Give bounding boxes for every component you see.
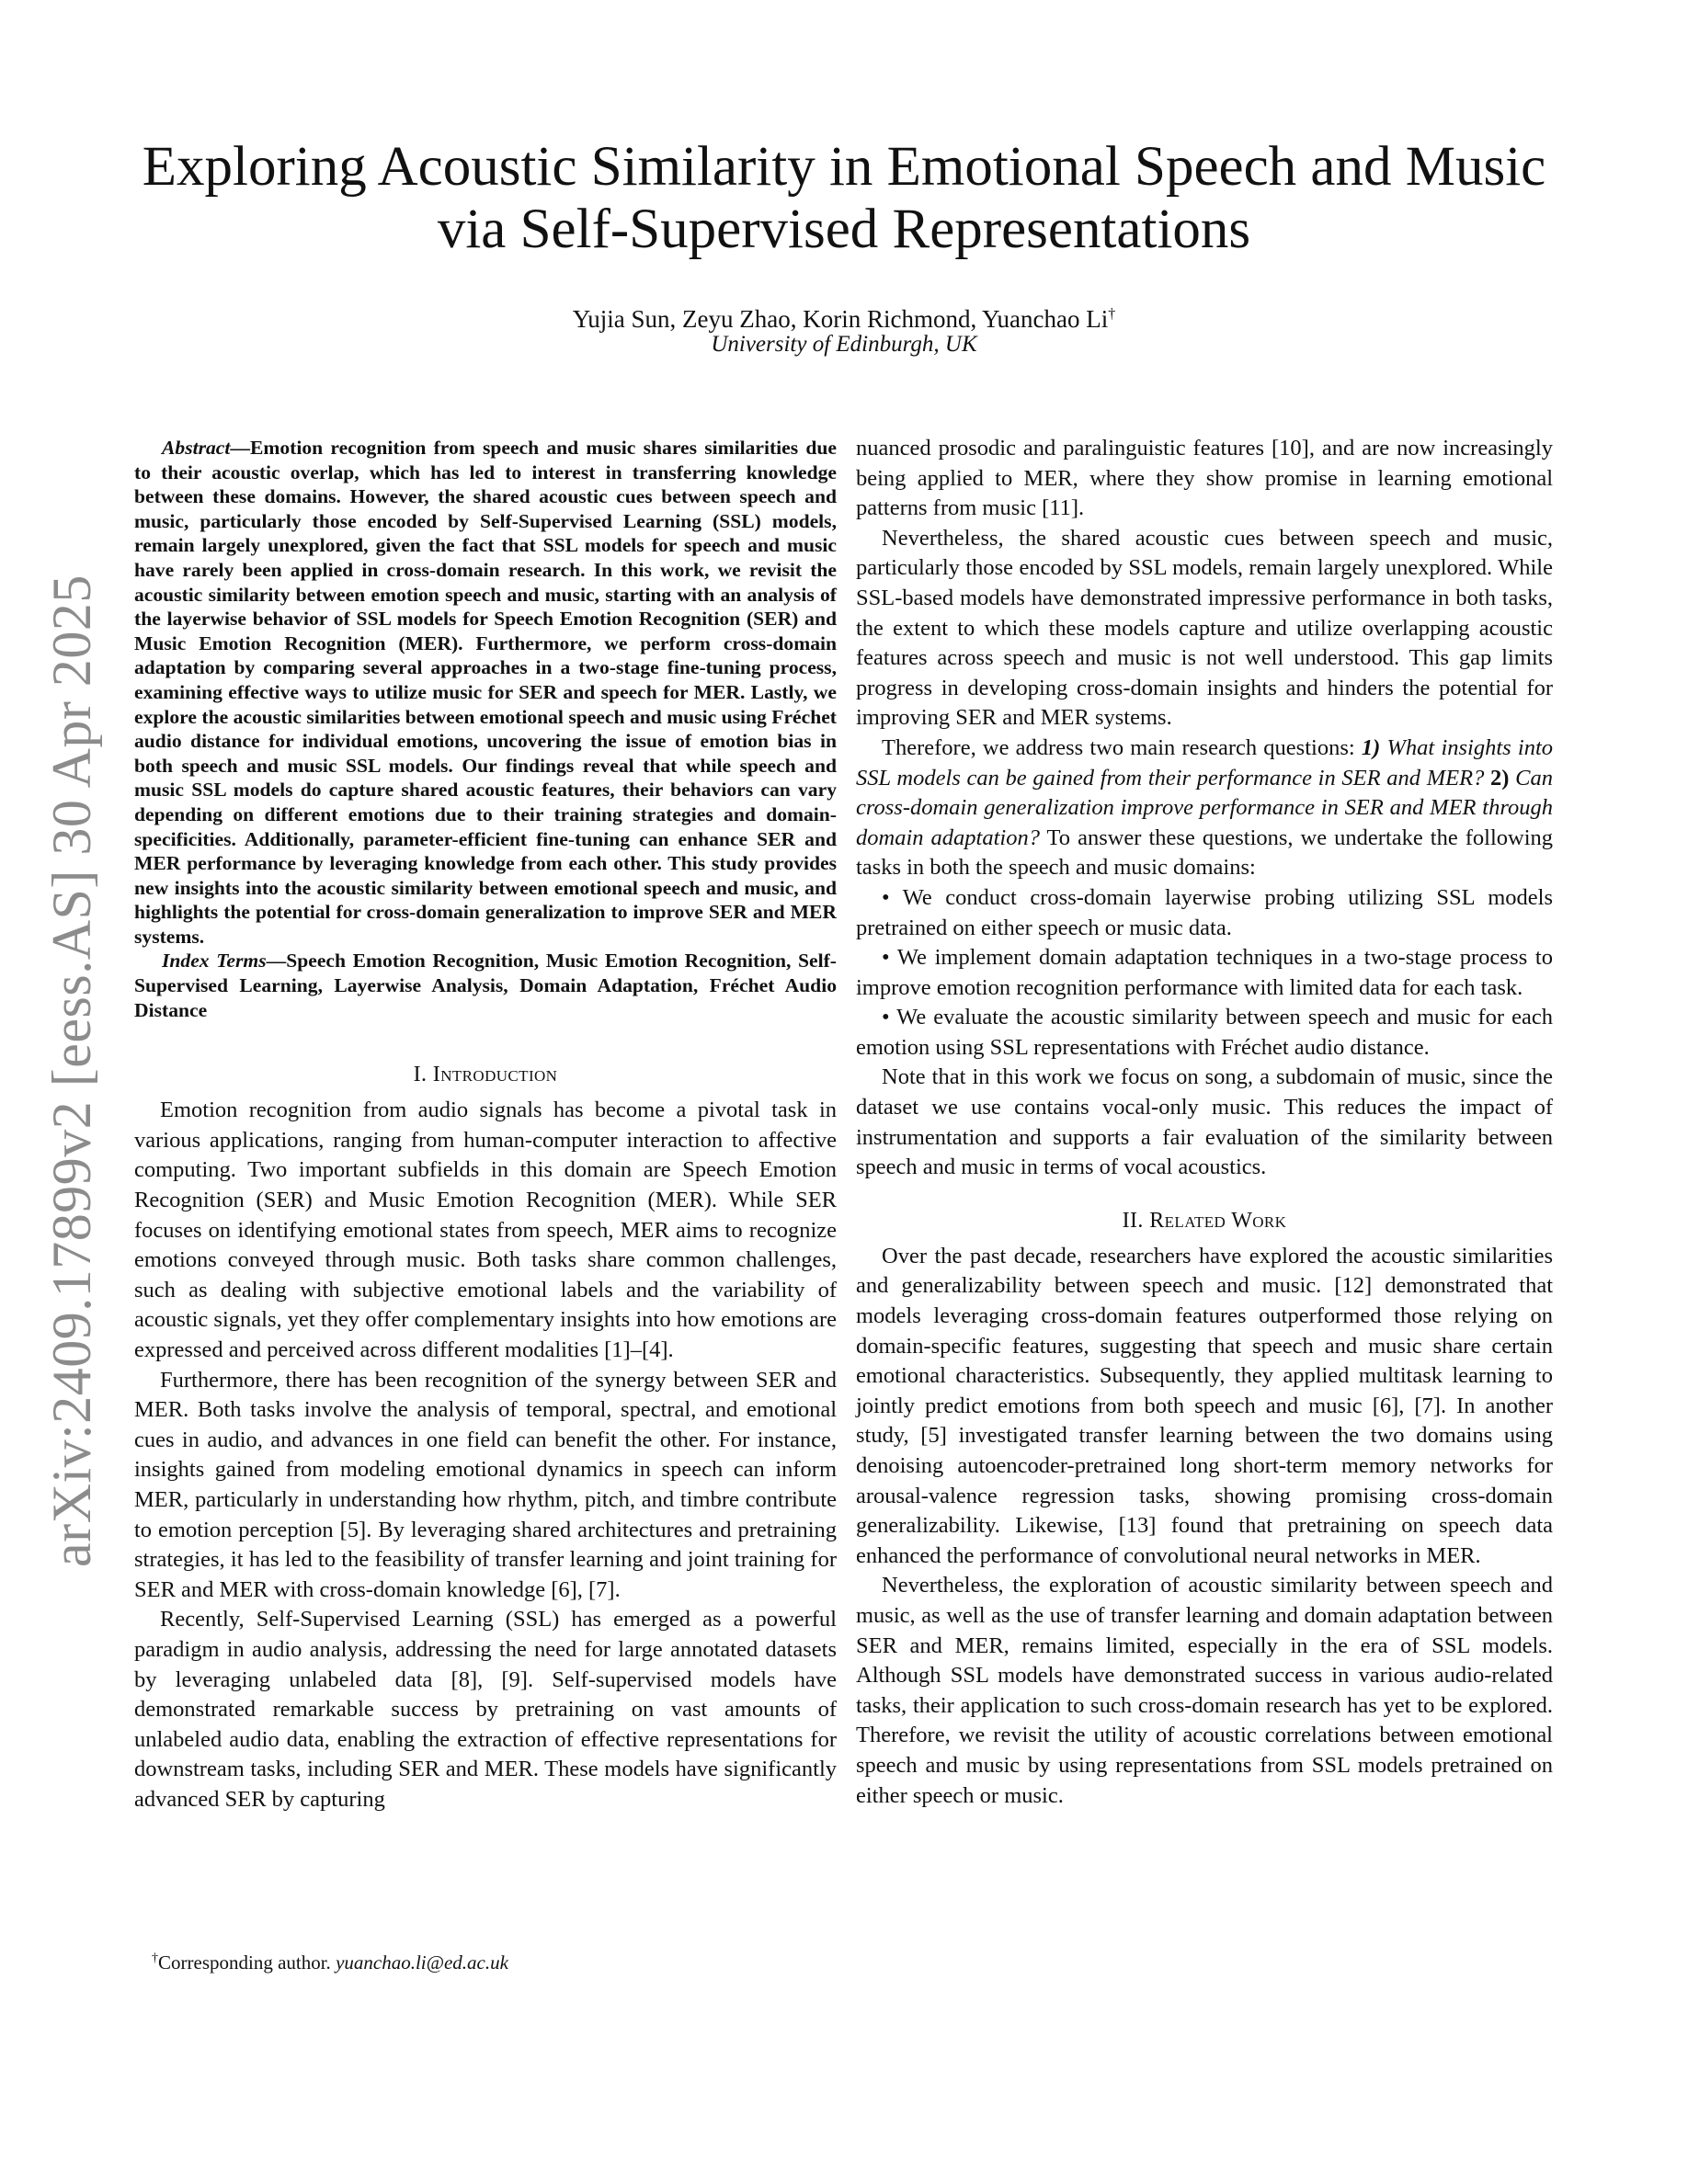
- paper-title: [110, 136, 1578, 261]
- footnote-mark: †: [152, 1951, 158, 1965]
- rq-outro-text: To answer these questions, we undertake the following tasks in both the speech and music domains:: [856, 825, 1554, 881]
- rq2-number: 2): [1490, 765, 1510, 791]
- right-column: [856, 434, 1553, 1811]
- intro-paragraph-3-continued: nuanced prosodic and paralinguistic features [10], and are now increasingly being applied to MER, where they show promise in learning emotional patterns from music [11].: [856, 436, 1553, 521]
- footnote: [152, 1947, 508, 1974]
- section-heading-related-work: II. Related Work: [1122, 1208, 1287, 1233]
- footnote-text: Corresponding author.: [158, 1951, 336, 1974]
- intro-paragraph-1: Emotion recognition from audio signals has become a pivotal task in various applications, ranging from human-computer interaction to affective computing. Two important subfields in this domain are Speech Emotion Recognition (SER) and Music Emotion Recognition (MER). While SER focuses on identifying emotional states from speech, MER aims to recognize emotions conveyed through music. Both tasks share common challenges, such as dealing with subjective emotional labels and the variability of acoustic signals, yet they offer complementary insights into how emotions are expressed and perceived across different modalities [1]–[4].: [134, 1098, 837, 1362]
- contribution-bullet-2: • We implement domain adaptation techniques in a two-stage process to improve emotion recognition performance with limited data for each task.: [856, 945, 1553, 1000]
- affiliation: University of Edinburgh, UK: [711, 332, 977, 357]
- authors-text: Yujia Sun, Zeyu Zhao, Korin Richmond, Yuanchao Li: [572, 305, 1109, 333]
- rq1-text: What insights into SSL models can be gained from their performance in SER and MER?: [856, 734, 1554, 791]
- arxiv-identifier-stamp: arXiv:2409.17899v2 [eess.AS] 30 Apr 2025: [41, 574, 102, 1567]
- abstract-label: Abstract: [162, 437, 231, 459]
- research-questions-paragraph: [856, 734, 1553, 883]
- abstract-text: —Emotion recognition from speech and music shares similarities due to their acoustic overlap, which has led to interest in transferring knowledge between these domains. However, the shared acoustic cues between speech and music, particularly those encoded by Self-Supervised Learning (SSL) models, remain largely unexplored, given the fact that SSL models for speech and music have rarely been applied in cross-domain research. In this work, we revisit the acoustic similarity between emotion speech and music, starting with an analysis of the layerwise behavior of SSL models for Speech Emotion Recognition (SER) and Music Emotion Recognition (MER). Furthermore, we perform cross-domain adaptation by comparing several approaches in a two-stage fine-tuning process, examining effective ways to utilize music for SER and speech for MER. Lastly, we explore the acoustic similarities between emotional speech and music using Fréchet audio distance for individual emotions, uncovering the issue of emotion bias in both speech and music SSL models. Our findings reveal that while speech and music SSL models do capture shared acoustic features, their behaviors can vary depending on different emotions due to their training strategies and domain-specificities. Additionally, parameter-efficient fine-tuning can enhance SER and MER performance by leveraging knowledge from each other. This study provides new insights into the acoustic similarity between emotional speech and music, and highlights the potential for cross-domain generalization to improve SER and MER systems.: [134, 437, 837, 948]
- author-list: [110, 301, 1578, 333]
- index-terms: [134, 949, 837, 1022]
- rq-intro-text: Therefore, we address two main research questions:: [882, 734, 1362, 760]
- contribution-bullet-1: • We conduct cross-domain layerwise probing utilizing SSL models pretrained on either speech or music data.: [856, 884, 1553, 940]
- title-line-1: Exploring Acoustic Similarity in Emotional Speech and Music: [142, 136, 1546, 198]
- intro-paragraph-6: Note that in this work we focus on song, a subdomain of music, since the dataset we use contains vocal-only music. This reduces the impact of instrumentation and supports a fair evaluation of the similarity between speech and music in terms of vocal acoustics.: [856, 1064, 1553, 1180]
- rq2-text: Can cross-domain generalization improve performance in SER and MER through domain adaptation?: [856, 765, 1553, 850]
- intro-paragraph-4: Nevertheless, the shared acoustic cues between speech and music, particularly those encoded by SSL models, remain largely unexplored. While SSL-based models have demonstrated impressive performance in both tasks, the extent to which these models capture and utilize overlapping acoustic features across speech and music is not well understood. This gap limits progress in developing cross-domain insights and hinders the potential for improving SER and MER systems.: [856, 525, 1553, 731]
- index-terms-label: Index Terms: [162, 950, 267, 973]
- corresponding-author-mark: †: [1108, 306, 1116, 322]
- corresponding-email-link[interactable]: yuanchao.li@ed.ac.uk: [336, 1951, 508, 1974]
- index-terms-text: —Speech Emotion Recognition, Music Emotion Recognition, Self-Supervised Learning, Layerwise Analysis, Domain Adaptation, Fréchet Audio Distance: [134, 950, 837, 1021]
- title-line-2: via Self-Supervised Representations: [437, 199, 1251, 260]
- contribution-bullet-3: • We evaluate the acoustic similarity between speech and music for each emotion using SSL representations with Fréchet audio distance.: [856, 1005, 1553, 1060]
- section-heading-introduction: I. Introduction: [413, 1063, 558, 1087]
- related-paragraph-2: Nevertheless, the exploration of acoustic similarity between speech and music, as well as the use of transfer learning and domain adaptation between SER and MER, remains limited, especially in the era of SSL models. Although SSL models have demonstrated success in various audio-related tasks, their application to such cross-domain research has yet to be explored. Therefore, we revisit the utility of acoustic correlations between emotional speech and music by using representations from SSL models pretrained on either speech or music.: [856, 1573, 1553, 1808]
- intro-paragraph-2: Furthermore, there has been recognition of the synergy between SER and MER. Both tasks involve the analysis of temporal, spectral, and emotional cues in audio, and advances in one field can benefit the other. For instance, insights gained from modeling emotional dynamics in speech can inform MER, particularly in understanding how rhythm, pitch, and timbre contribute to emotion perception [5]. By leveraging shared architectures and pretraining strategies, it has led to the feasibility of transfer learning and joint training for SER and MER with cross-domain knowledge [6], [7].: [134, 1367, 837, 1602]
- rq1-number: 1): [1361, 734, 1381, 760]
- related-paragraph-1: Over the past decade, researchers have explored the acoustic similarities and generalizability between speech and music. [12] demonstrated that models leveraging cross-domain features outperformed those relying on domain-specific features, suggesting that speech and music share certain emotional characteristics. Subsequently, they applied multitask learning to jointly predict emotions from both speech and music [6], [7]. In another study, [5] investigated transfer learning between the two domains using denoising autoencoder-pretrained long short-term memory networks for arousal-valence regression tasks, showing promising cross-domain generalizability. Likewise, [13] found that pretraining on speech data enhanced the performance of convolutional neural networks in MER.: [856, 1243, 1553, 1568]
- abstract: [134, 436, 837, 949]
- intro-paragraph-3: Recently, Self-Supervised Learning (SSL) has emerged as a powerful paradigm in audio analysis, addressing the need for large annotated datasets by leveraging unlabeled data [8], [9]. Self-supervised models have demonstrated remarkable success by pretraining on vast amounts of unlabeled audio data, enabling the extraction of effective representations for downstream tasks, including SER and MER. These models have significantly advanced SER by capturing: [134, 1607, 837, 1812]
- left-column: [134, 436, 837, 1815]
